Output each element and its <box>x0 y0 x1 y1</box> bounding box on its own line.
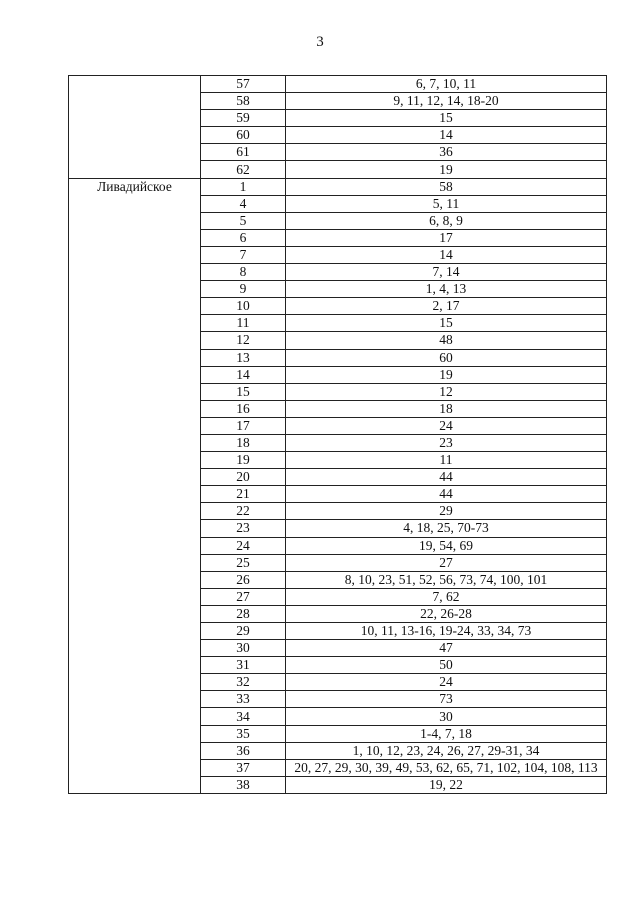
number-cell: 20 <box>201 469 286 486</box>
values-cell: 50 <box>286 657 607 674</box>
number-cell: 21 <box>201 486 286 503</box>
values-cell: 14 <box>286 127 607 144</box>
values-cell: 22, 26-28 <box>286 605 607 622</box>
number-cell: 59 <box>201 110 286 127</box>
number-cell: 19 <box>201 452 286 469</box>
number-cell: 13 <box>201 349 286 366</box>
values-cell: 1, 10, 12, 23, 24, 26, 27, 29-31, 34 <box>286 742 607 759</box>
values-cell: 10, 11, 13-16, 19-24, 33, 34, 73 <box>286 623 607 640</box>
number-cell: 62 <box>201 161 286 178</box>
number-cell: 27 <box>201 588 286 605</box>
number-cell: 33 <box>201 691 286 708</box>
number-cell: 30 <box>201 640 286 657</box>
number-cell: 26 <box>201 571 286 588</box>
values-cell: 4, 18, 25, 70-73 <box>286 520 607 537</box>
values-cell: 58 <box>286 178 607 195</box>
number-cell: 57 <box>201 76 286 93</box>
values-cell: 17 <box>286 229 607 246</box>
values-cell: 44 <box>286 469 607 486</box>
number-cell: 34 <box>201 708 286 725</box>
values-cell: 19 <box>286 366 607 383</box>
region-cell: Ливадийское <box>69 178 201 793</box>
number-cell: 1 <box>201 178 286 195</box>
number-cell: 28 <box>201 605 286 622</box>
number-cell: 32 <box>201 674 286 691</box>
parcel-table <box>68 75 607 794</box>
values-cell: 15 <box>286 315 607 332</box>
values-cell: 5, 11 <box>286 195 607 212</box>
values-cell: 1, 4, 13 <box>286 281 607 298</box>
values-cell: 7, 14 <box>286 264 607 281</box>
number-cell: 61 <box>201 144 286 161</box>
number-cell: 37 <box>201 759 286 776</box>
values-cell: 19, 22 <box>286 776 607 793</box>
number-cell: 15 <box>201 383 286 400</box>
values-cell: 15 <box>286 110 607 127</box>
values-cell: 7, 62 <box>286 588 607 605</box>
values-cell: 12 <box>286 383 607 400</box>
number-cell: 29 <box>201 623 286 640</box>
parcel-table-body <box>69 76 607 794</box>
values-cell: 6, 8, 9 <box>286 212 607 229</box>
values-cell: 2, 17 <box>286 298 607 315</box>
number-cell: 5 <box>201 212 286 229</box>
values-cell: 73 <box>286 691 607 708</box>
values-cell: 24 <box>286 417 607 434</box>
number-cell: 38 <box>201 776 286 793</box>
values-cell: 6, 7, 10, 11 <box>286 76 607 93</box>
number-cell: 31 <box>201 657 286 674</box>
number-cell: 17 <box>201 417 286 434</box>
values-cell: 24 <box>286 674 607 691</box>
values-cell: 29 <box>286 503 607 520</box>
number-cell: 23 <box>201 520 286 537</box>
values-cell: 8, 10, 23, 51, 52, 56, 73, 74, 100, 101 <box>286 571 607 588</box>
number-cell: 36 <box>201 742 286 759</box>
number-cell: 60 <box>201 127 286 144</box>
values-cell: 9, 11, 12, 14, 18-20 <box>286 93 607 110</box>
page-number: 3 <box>316 34 324 50</box>
number-cell: 25 <box>201 554 286 571</box>
values-cell: 19 <box>286 161 607 178</box>
values-cell: 11 <box>286 452 607 469</box>
values-cell: 18 <box>286 400 607 417</box>
number-cell: 11 <box>201 315 286 332</box>
table-row <box>69 76 607 93</box>
values-cell: 23 <box>286 434 607 451</box>
number-cell: 9 <box>201 281 286 298</box>
number-cell: 7 <box>201 246 286 263</box>
number-cell: 8 <box>201 264 286 281</box>
values-cell: 19, 54, 69 <box>286 537 607 554</box>
number-cell: 16 <box>201 400 286 417</box>
number-cell: 12 <box>201 332 286 349</box>
values-cell: 1-4, 7, 18 <box>286 725 607 742</box>
values-cell: 14 <box>286 246 607 263</box>
values-cell: 30 <box>286 708 607 725</box>
values-cell: 27 <box>286 554 607 571</box>
values-cell: 36 <box>286 144 607 161</box>
region-cell <box>69 76 201 179</box>
number-cell: 14 <box>201 366 286 383</box>
number-cell: 35 <box>201 725 286 742</box>
values-cell: 20, 27, 29, 30, 39, 49, 53, 62, 65, 71, 102, 104, 108, 113 <box>286 759 607 776</box>
number-cell: 18 <box>201 434 286 451</box>
number-cell: 6 <box>201 229 286 246</box>
values-cell: 48 <box>286 332 607 349</box>
number-cell: 4 <box>201 195 286 212</box>
number-cell: 24 <box>201 537 286 554</box>
number-cell: 58 <box>201 93 286 110</box>
values-cell: 60 <box>286 349 607 366</box>
number-cell: 22 <box>201 503 286 520</box>
values-cell: 47 <box>286 640 607 657</box>
values-cell: 44 <box>286 486 607 503</box>
number-cell: 10 <box>201 298 286 315</box>
table-row <box>69 178 607 195</box>
